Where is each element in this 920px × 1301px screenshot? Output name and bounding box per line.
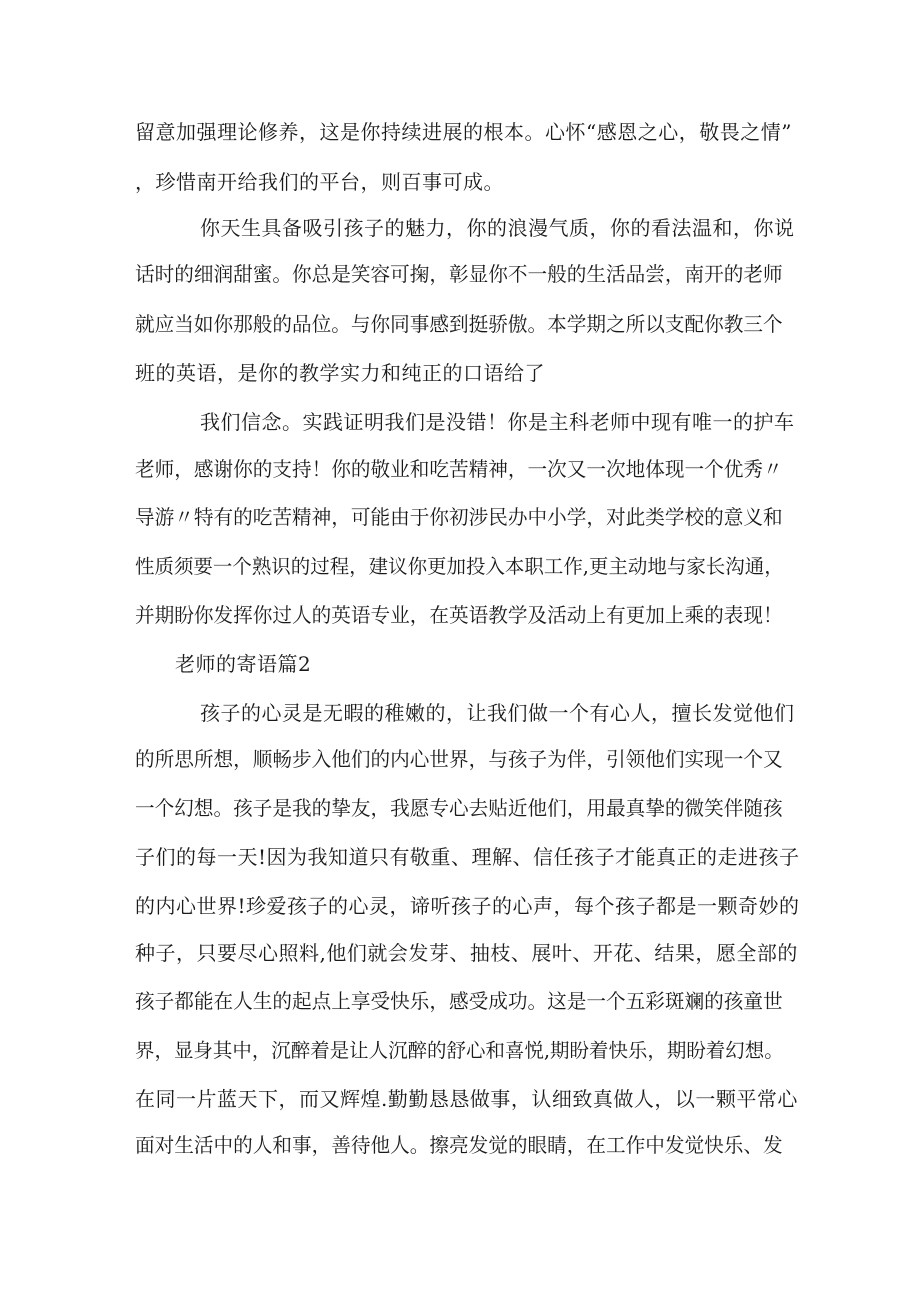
paragraph-line: 话时的细润甜蜜。你总是笑容可掬，彰显你不一般的生活品尝，南开的老师	[135, 263, 783, 286]
paragraph-line: 的内心世界!珍爱孩子的心灵，谛听孩子的心声，每个孩子都是一颗奇妙的	[135, 894, 800, 918]
paragraph-line: 我们信念。实践证明我们是没错！你是主科老师中现有唯一的护车	[200, 410, 795, 434]
paragraph-line: 性质须要一个熟识的过程，建议你更加投入本职工作,更主动地与家长沟通，	[135, 555, 784, 578]
paragraph-line: 导游〃特有的吃苦精神，可能由于你初涉民办中小学，对此类学校的意义和	[135, 506, 783, 529]
paragraph-line: 并期盼你发挥你过人的英语专业，在英语教学及活动上有更加上乘的表现！	[135, 604, 783, 627]
paragraph-line: 一个幻想。孩子是我的挚友，我愿专心去贴近他们，用最真挚的微笑伴随孩	[135, 797, 783, 820]
paragraph-line: 孩子的心灵是无暇的稚嫩的，让我们做一个有心人，擅长发觉他们	[200, 701, 795, 725]
paragraph-line: 种子，只要尽心照料,他们就会发芽、抽枝、展叶、开花、结果，愿全部的	[135, 941, 798, 965]
paragraph-line: 孩子都能在人生的起点上享受快乐，感受成功。这是一个五彩斑斓的孩童世	[135, 990, 783, 1013]
paragraph-line: 界，显身其中，沉醉着是让人沉醉的舒心和喜悦,期盼着快乐，期盼着幻想。	[135, 1039, 784, 1062]
paragraph-line: 留意加强理论修养，这是你持续进展的根本。心怀“感恩之心，敬畏之情”	[135, 120, 792, 144]
paragraph-line: ，珍惜南开给我们的平台，则百事可成。	[135, 170, 504, 194]
paragraph-line: 老师，感谢你的支持！你的敬业和吃苦精神，一次又一次地体现一个优秀〃	[135, 458, 783, 481]
paragraph-line: 你天生具备吸引孩子的魅力，你的浪漫气质，你的看法温和，你说	[200, 216, 795, 240]
paragraph-line: 的所思所想，顺畅步入他们的内心世界，与孩子为伴，引领他们实现一个又	[135, 748, 783, 771]
paragraph-line: 就应当如你那般的品位。与你同事感到挺骄傲。本学期之所以支配你教三个	[135, 313, 783, 336]
paragraph-line: 在同一片蓝天下，而又辉煌.勤勤恳恳做事，认细致真做人，以一颗平常心	[135, 1087, 798, 1111]
paragraph-line: 面对生活中的人和事，善待他人。擦亮发觉的眼睛，在工作中发觉快乐、发	[135, 1134, 783, 1157]
section-heading: 老师的寄语篇2	[175, 652, 312, 676]
paragraph-line: 班的英语，是你的教学实力和纯正的口语给了	[135, 361, 545, 385]
paragraph-line: 子们的每一天!因为我知道只有敬重、理解、信任孩子才能真正的走进孩子	[135, 845, 800, 869]
